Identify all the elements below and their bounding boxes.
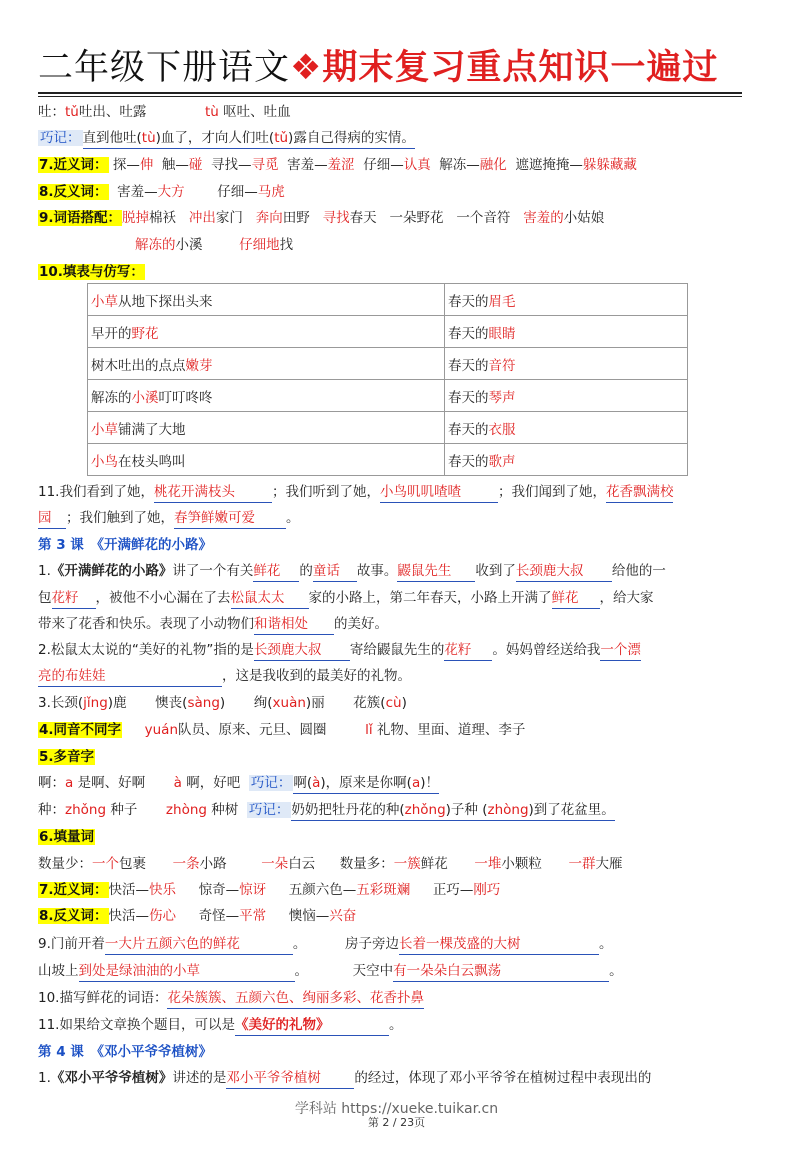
line-synonyms: 7.近义词： 探—伸 触—碰 寻找—寻觅 害羞—羞涩 仔细—认真 解冻—融化 遮遮掩掩—躲躲藏藏 — [39, 157, 637, 173]
table-row: 小草铺满了大地 春天的衣服 — [88, 412, 688, 444]
line-3-12: 9.门前开着一大片五颜六色的鲜花 。 房子旁边长着一棵茂盛的大树 。 — [38, 934, 612, 955]
title-rule-top — [38, 92, 742, 94]
line-fill-table-head: 10.填表与仿写： — [39, 264, 144, 280]
diamond-icon: ❖ — [290, 48, 323, 88]
line-3-2b: 亮的布娃娃 ，这是我收到的最美好的礼物。 — [38, 666, 411, 687]
line-collocations-2: 解冻的小溪 仔细地找 — [135, 237, 294, 253]
title-red: 期末复习重点知识一遍过 — [322, 48, 719, 88]
line-3-4: 4.同音不同字 yuán队员、原来、元旦、圆圈 lǐ 礼物、里面、道理、李子 — [39, 722, 526, 738]
table-row: 小鸟在枝头鸣叫 春天的歌声 — [88, 444, 688, 476]
line-3-6: 啊：a 是啊、好啊 à 啊，好吧 巧记： 啊(à)，原来是你啊(a)！ — [38, 773, 439, 794]
line-collocations: 9.词语搭配：脱掉棉袄 冲出家门 奔向田野 寻找春天 一朵野花 一个音符 害羞的小姑娘 — [39, 210, 605, 226]
line-3-1b: 包花籽 ，被他不小心漏在了去松鼠太太 家的小路上，第二年春天，小路上开满了鲜花 ，给大家 — [38, 588, 654, 609]
line-3-3: 3.长颈(jǐng)鹿 懊丧(sàng) 绚(xuàn)丽 花簇(cù) — [38, 695, 407, 711]
line-tu: 吐：tǔ吐出、吐露 tù 呕吐、吐血 — [38, 104, 291, 120]
table-row: 树木吐出的点点嫩芽 春天的音符 — [88, 348, 688, 380]
title-rule-bottom — [38, 96, 742, 97]
lesson-3-heading: 第 3 课 《开满鲜花的小路》 — [38, 537, 213, 553]
line-3-1a: 1.《开满鲜花的小路》讲了一个有关鲜花 的童话 故事。鼹鼠先生 收到了长颈鹿大叔 给他的一 — [38, 561, 666, 582]
table-row: 解冻的小溪叮叮咚咚 春天的琴声 — [88, 380, 688, 412]
line-3-2a: 2.松鼠太太说的“美好的礼物”指的是长颈鹿大叔 寄给鼹鼠先生的花籽 。妈妈曾经送给我一个漂 — [38, 640, 641, 661]
line-3-8: 6.填量词 — [39, 829, 95, 845]
line-antonyms: 8.反义词： 害羞—大方 仔细—马虎 — [39, 184, 285, 200]
line-3-14: 10.描写鲜花的词语：花朵簇簇、五颜六色、绚丽多彩、花香扑鼻 — [38, 988, 424, 1009]
footer-watermark: 学科站 https://xueke.tuikar.cn — [294, 1101, 499, 1117]
lesson-4-heading: 第 4 课 《邓小平爷爷植树》 — [38, 1044, 213, 1060]
line-3-11: 8.反义词：快活—伤心 奇怪—平常 懊恼—兴奋 — [39, 908, 357, 924]
line-q11: 11.我们看到了她，桃花开满枝头 ；我们听到了她，小鸟叽叽喳喳 ；我们闻到了她，花香飘满校 — [38, 482, 673, 503]
tip-label: 巧记： — [40, 130, 81, 146]
table-row: 小草从地下探出头来 春天的眉毛 — [88, 284, 688, 316]
line-3-1c: 带来了花香和快乐。表现了小动物们和谐相处 的美好。 — [38, 614, 388, 635]
fill-table — [87, 283, 688, 476]
line-3-9: 数量少：一个包裹 一条小路 一朵白云 数量多：一簇鲜花 一堆小颗粒 一群大雁 — [38, 856, 623, 872]
page-title — [38, 44, 718, 92]
title-black: 二年级下册语文 — [38, 48, 291, 88]
line-3-5: 5.多音字 — [39, 749, 95, 765]
line-4-1: 1.《邓小平爷爷植树》讲述的是邓小平爷爷植树 的经过，体现了邓小平爷爷在植树过程中表现出的 — [38, 1068, 651, 1089]
line-3-15: 11.如果给文章换个题目，可以是《美好的礼物》 。 — [38, 1015, 402, 1036]
line-3-7: 种：zhǒng 种子 zhòng 种树 巧记： 奶奶把牡丹花的种(zhǒng)子种 (zhòng)到了花盆里。 — [38, 800, 615, 821]
page-number: 第 2 / 23页 — [367, 1116, 426, 1129]
table-row: 早开的野花 春天的眼睛 — [88, 316, 688, 348]
line-3-10: 7.近义词：快活—快乐 惊奇—惊讶 五颜六色—五彩斑斓 正巧—刚巧 — [39, 882, 501, 898]
line-q11-2: 园 ；我们触到了她，春笋鲜嫩可爱 。 — [38, 508, 300, 529]
line-3-13: 山坡上到处是绿油油的小草 。 天空中有一朵朵白云飘荡 。 — [38, 961, 623, 982]
line-tip-tu: 巧记： 直到他吐(tù)血了，才向人们吐(tǔ)露自己得病的实情。 — [38, 128, 415, 149]
